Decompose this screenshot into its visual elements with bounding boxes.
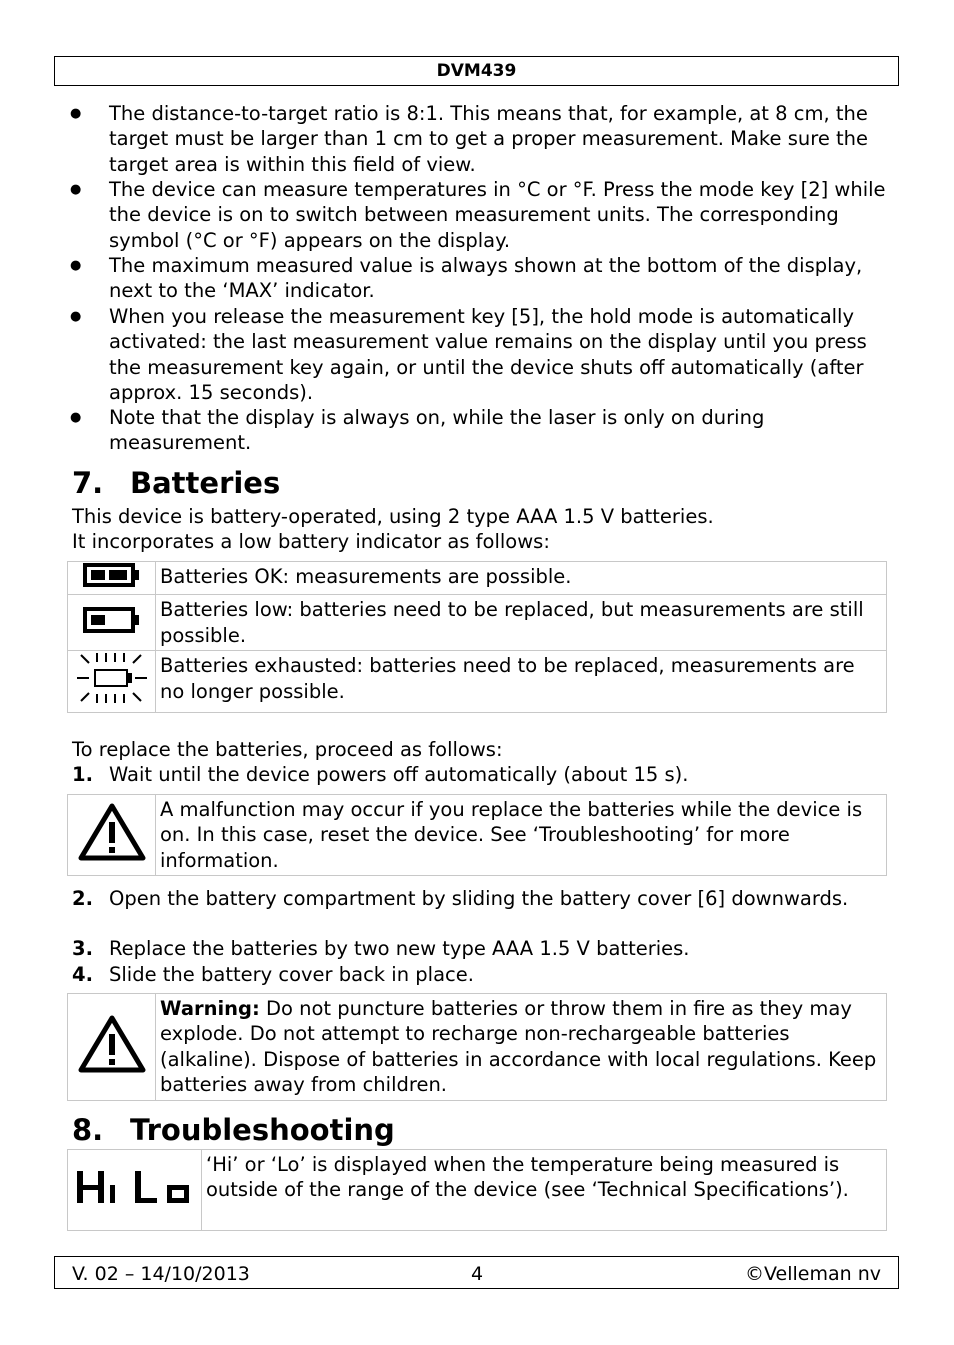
bullet-text: The device can measure temperatures in °C or °F. Press the mode key [2] while the device is on to switch between measurement units. The corresponding symbol (°C or °F) appears on the display.: [109, 178, 886, 252]
bullet-dot: ●: [70, 258, 82, 273]
battery-indicator-table: [67, 561, 887, 713]
table-row: [68, 1150, 887, 1231]
bullet-item: [70, 101, 890, 177]
step-text: Slide the battery cover back in place.: [109, 963, 474, 986]
table-row: [68, 994, 887, 1101]
battery-full-icon: [68, 562, 156, 595]
caution-box: [67, 794, 887, 876]
bullet-item: [70, 177, 890, 253]
table-row: [68, 651, 887, 712]
step-number: 4.: [72, 963, 93, 986]
version-text: V. 02 – 14/10/2013: [72, 1263, 250, 1285]
paragraph: It incorporates a low battery indicator as follows:: [72, 530, 550, 553]
table-row: [68, 562, 887, 595]
battery-flashing-icon: [68, 651, 156, 712]
bullet-text: The maximum measured value is always shown at the bottom of the display, next to the ‘MAX’ indicator.: [109, 254, 863, 303]
table-cell: Batteries exhausted: batteries need to be replaced, measurements are no longer possible.: [156, 651, 887, 712]
section-heading-troubleshooting: [72, 1113, 395, 1147]
table-cell: ‘Hi’ or ‘Lo’ is displayed when the temperature being measured is outside of the range of the device (see ‘Technical Specifications’).: [202, 1150, 887, 1231]
bullet-text: The distance-to-target ratio is 8:1. This means that, for example, at 8 cm, the target must be larger than 1 cm to get a proper measurement. Make sure the target area is within this field of view.: [109, 102, 869, 176]
table-row: [68, 595, 887, 651]
bullet-item: [70, 405, 890, 456]
section-number: 7.: [72, 466, 104, 500]
section-title: Troubleshooting: [130, 1113, 395, 1147]
battery-low-icon: [68, 595, 156, 651]
step-number: 2.: [72, 887, 93, 910]
step-text: Open the battery compartment by sliding the battery cover [6] downwards.: [109, 887, 849, 910]
troubleshooting-table: [67, 1149, 887, 1231]
copyright-text: ©Velleman nv: [745, 1263, 881, 1285]
page-number: 4: [471, 1263, 484, 1285]
warning-text: [156, 994, 887, 1101]
step-item: [72, 936, 892, 961]
step-item: [72, 962, 892, 987]
bullet-dot: ●: [70, 106, 82, 121]
page-header: [54, 56, 899, 86]
section-title: Batteries: [130, 466, 281, 500]
paragraph: To replace the batteries, proceed as follows:: [72, 738, 503, 761]
step-number: 1.: [72, 763, 93, 786]
step-number: 3.: [72, 937, 93, 960]
warning-triangle-icon: [68, 994, 156, 1101]
bullet-item: [70, 304, 890, 405]
hi-lo-display-icon: [68, 1150, 202, 1231]
bullet-item: [70, 253, 890, 304]
bullet-dot: ●: [70, 182, 82, 197]
paragraph: This device is battery-operated, using 2 type AAA 1.5 V batteries.: [72, 505, 714, 528]
caution-text: A malfunction may occur if you replace the batteries while the device is on. In this case, reset the device. See ‘Troubleshooting’ for more information.: [156, 795, 887, 876]
section-number: 8.: [72, 1113, 104, 1147]
table-row: [68, 795, 887, 876]
step-text: Wait until the device powers off automatically (about 15 s).: [109, 763, 689, 786]
step-text: Replace the batteries by two new type AAA 1.5 V batteries.: [109, 937, 690, 960]
table-cell: Batteries OK: measurements are possible.: [156, 562, 887, 595]
bullet-dot: ●: [70, 309, 82, 324]
warning-label: Warning:: [160, 997, 260, 1020]
bullet-dot: ●: [70, 410, 82, 425]
bullet-text: Note that the display is always on, while the laser is only on during measurement.: [109, 406, 765, 455]
section-heading-batteries: [72, 466, 280, 500]
warning-body: Do not puncture batteries or throw them in fire as they may explode. Do not attempt to recharge non-rechargeable batteries (alkaline). Dispose of batteries in accordance with local regulations. Keep batteries away from children.: [160, 997, 877, 1096]
model-name: DVM439: [436, 61, 517, 81]
bullet-text: When you release the measurement key [5], the hold mode is automatically activated: the last measurement value remains on the display until you press the measurement key again, or until the device shuts off automatically (after approx. 15 seconds).: [109, 305, 867, 404]
step-item: [72, 886, 892, 911]
table-cell: Batteries low: batteries need to be replaced, but measurements are still possible.: [156, 595, 887, 651]
page-footer: [54, 1256, 899, 1289]
warning-box: [67, 993, 887, 1101]
warning-triangle-icon: [68, 795, 156, 876]
step-item: [72, 762, 892, 787]
